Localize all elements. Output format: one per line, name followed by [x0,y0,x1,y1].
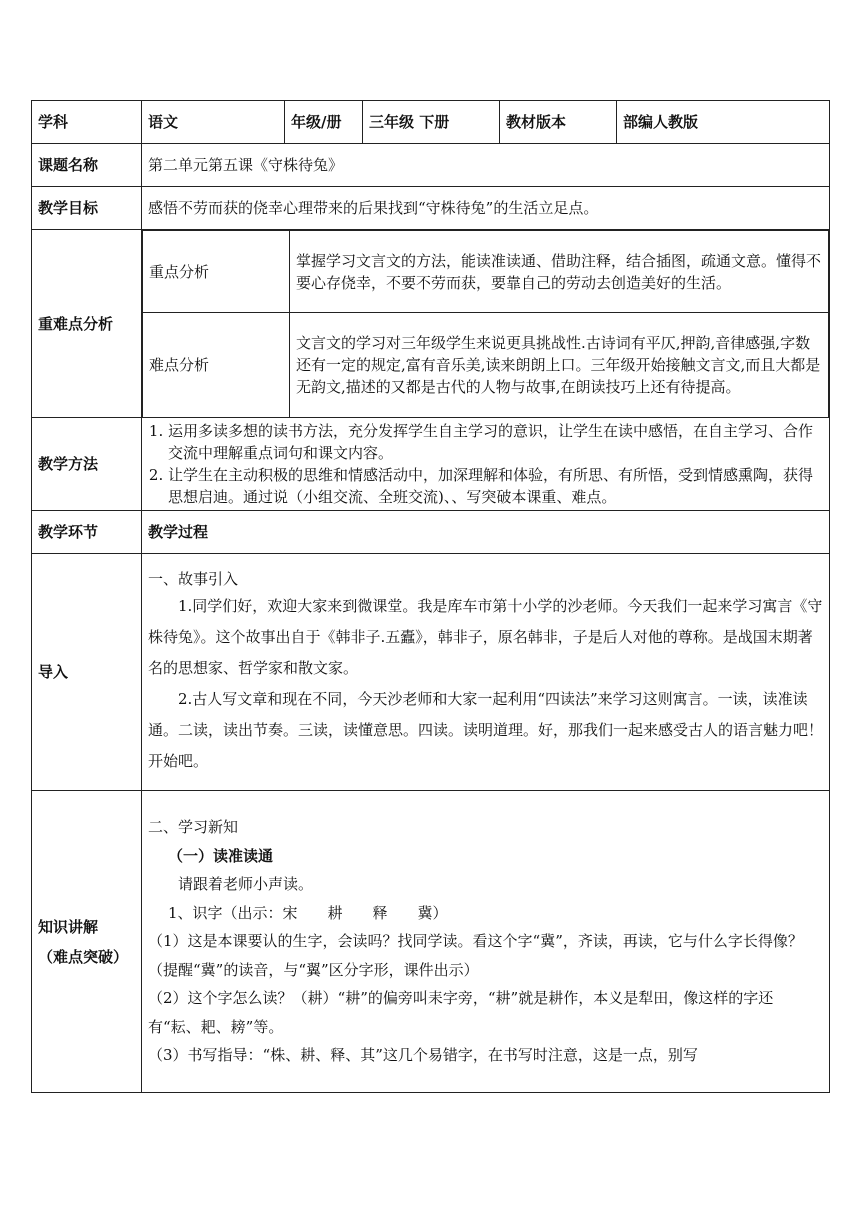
goal-row [32,187,830,230]
intro-paragraph: 1.同学们好，欢迎大家来到微课堂。我是库车市第十小学的沙老师。今天我们一起来学习寓言《守株待兔》。这个故事出自于《韩非子.五蠹》，韩非子，原名韩非，子是后人对他的尊称。是战国末期著名的思想家、哲学家和散文家。 [148,597,823,677]
lesson-plan-table [31,100,830,1093]
difficulty-subtable [142,230,829,417]
goal-label: 教学目标 [32,187,142,230]
intro-label: 导入 [32,554,142,791]
intro-row [32,554,830,791]
intro-cell [142,554,830,791]
process-header-row [32,511,830,554]
goal-value: 感悟不劳而获的侥幸心理带来的后果找到“守株待兔”的生活立足点。 [142,187,830,230]
knowledge-title: 二、学习新知 [148,818,239,837]
knowledge-sublabel: （难点突破） [38,947,129,966]
intro-title: 一、故事引入 [148,570,239,588]
intro-paragraph: 2.古人写文章和现在不同，今天沙老师和大家一起利用“四读法”来学习这则寓言。一读，读准读通。二读，读出节奏。三读，读懂意思。四读。读明道理。好，那我们一起来感受古人的语言魅力吧！开始吧。 [148,690,824,770]
edition-label: 教材版本 [500,101,617,144]
method-item: 1. 运用多读多想的读书方法，充分发挥学生自主学习的意识，让学生在读中感悟，在自主学习、合作交流中理解重点词句和课文内容。 [168,420,823,464]
hard-point-text: 文言文的学习对三年级学生来说更具挑战性.古诗词有平仄,押韵,音律感强,字数还有一定的规定,富有音乐美,读来朗朗上口。三年级开始接触文言文,而且大都是无韵文,描述的又都是古代的人物与故事,在朗读技巧上还有待提高。 [290,313,829,417]
grade-value: 三年级 下册 [363,101,500,144]
knowledge-line: （2）这个字怎么读？（耕）“耕”的偏旁叫耒字旁，“耕”就是耕作，本义是犁田，像这样的字还有“耘、耙、耪”等。 [148,989,774,1036]
method-cell [142,418,830,511]
topic-label: 课题名称 [32,144,142,187]
knowledge-line: 1、识字（出示：宋 耕 释 冀） [168,903,448,922]
subject-value: 语文 [142,101,285,144]
knowledge-label-cell [32,791,142,1093]
method-list [148,420,823,508]
difficulty-cell [142,230,830,418]
edition-value: 部编人教版 [617,101,830,144]
header-row [32,101,830,144]
hard-point-label: 难点分析 [143,313,290,417]
knowledge-label: 知识讲解 [38,917,99,936]
key-point-label: 重点分析 [143,231,290,313]
topic-row [32,144,830,187]
method-label: 教学方法 [32,418,142,511]
method-row [32,418,830,511]
grade-label: 年级/册 [285,101,363,144]
knowledge-row [32,791,830,1093]
subject-label: 学科 [32,101,142,144]
process-label: 教学过程 [142,511,830,554]
knowledge-cell [142,791,830,1093]
method-item: 2. 让学生在主动积极的思维和情感活动中，加深理解和体验，有所思、有所悟，受到情感熏陶，获得思想启迪。通过说（小组交流、全班交流)、、写突破本课重、难点。 [168,464,823,508]
knowledge-line: （1）这是本课要认的生字，会读吗？找同学读。看这个字“冀”，齐读，再读，它与什么字长得像？（提醒“冀”的读音，与“翼”区分字形，课件出示） [148,932,803,979]
key-point-text: 掌握学习文言文的方法，能读准读通、借助注释，结合插图，疏通文意。懂得不要心存侥幸，不要不劳而获，要靠自己的劳动去创造美好的生活。 [290,231,829,313]
knowledge-subtitle: （一）读准读通 [168,846,274,865]
knowledge-line: （3）书写指导：“株、耕、释、其”这几个易错字，在书写时注意，这是一点，别写 [148,1046,698,1065]
difficulty-row [32,230,830,418]
process-stage-label: 教学环节 [32,511,142,554]
knowledge-line: 请跟着老师小声读。 [178,875,314,894]
topic-value: 第二单元第五课《守株待兔》 [142,144,830,187]
difficulty-label: 重难点分析 [32,230,142,418]
